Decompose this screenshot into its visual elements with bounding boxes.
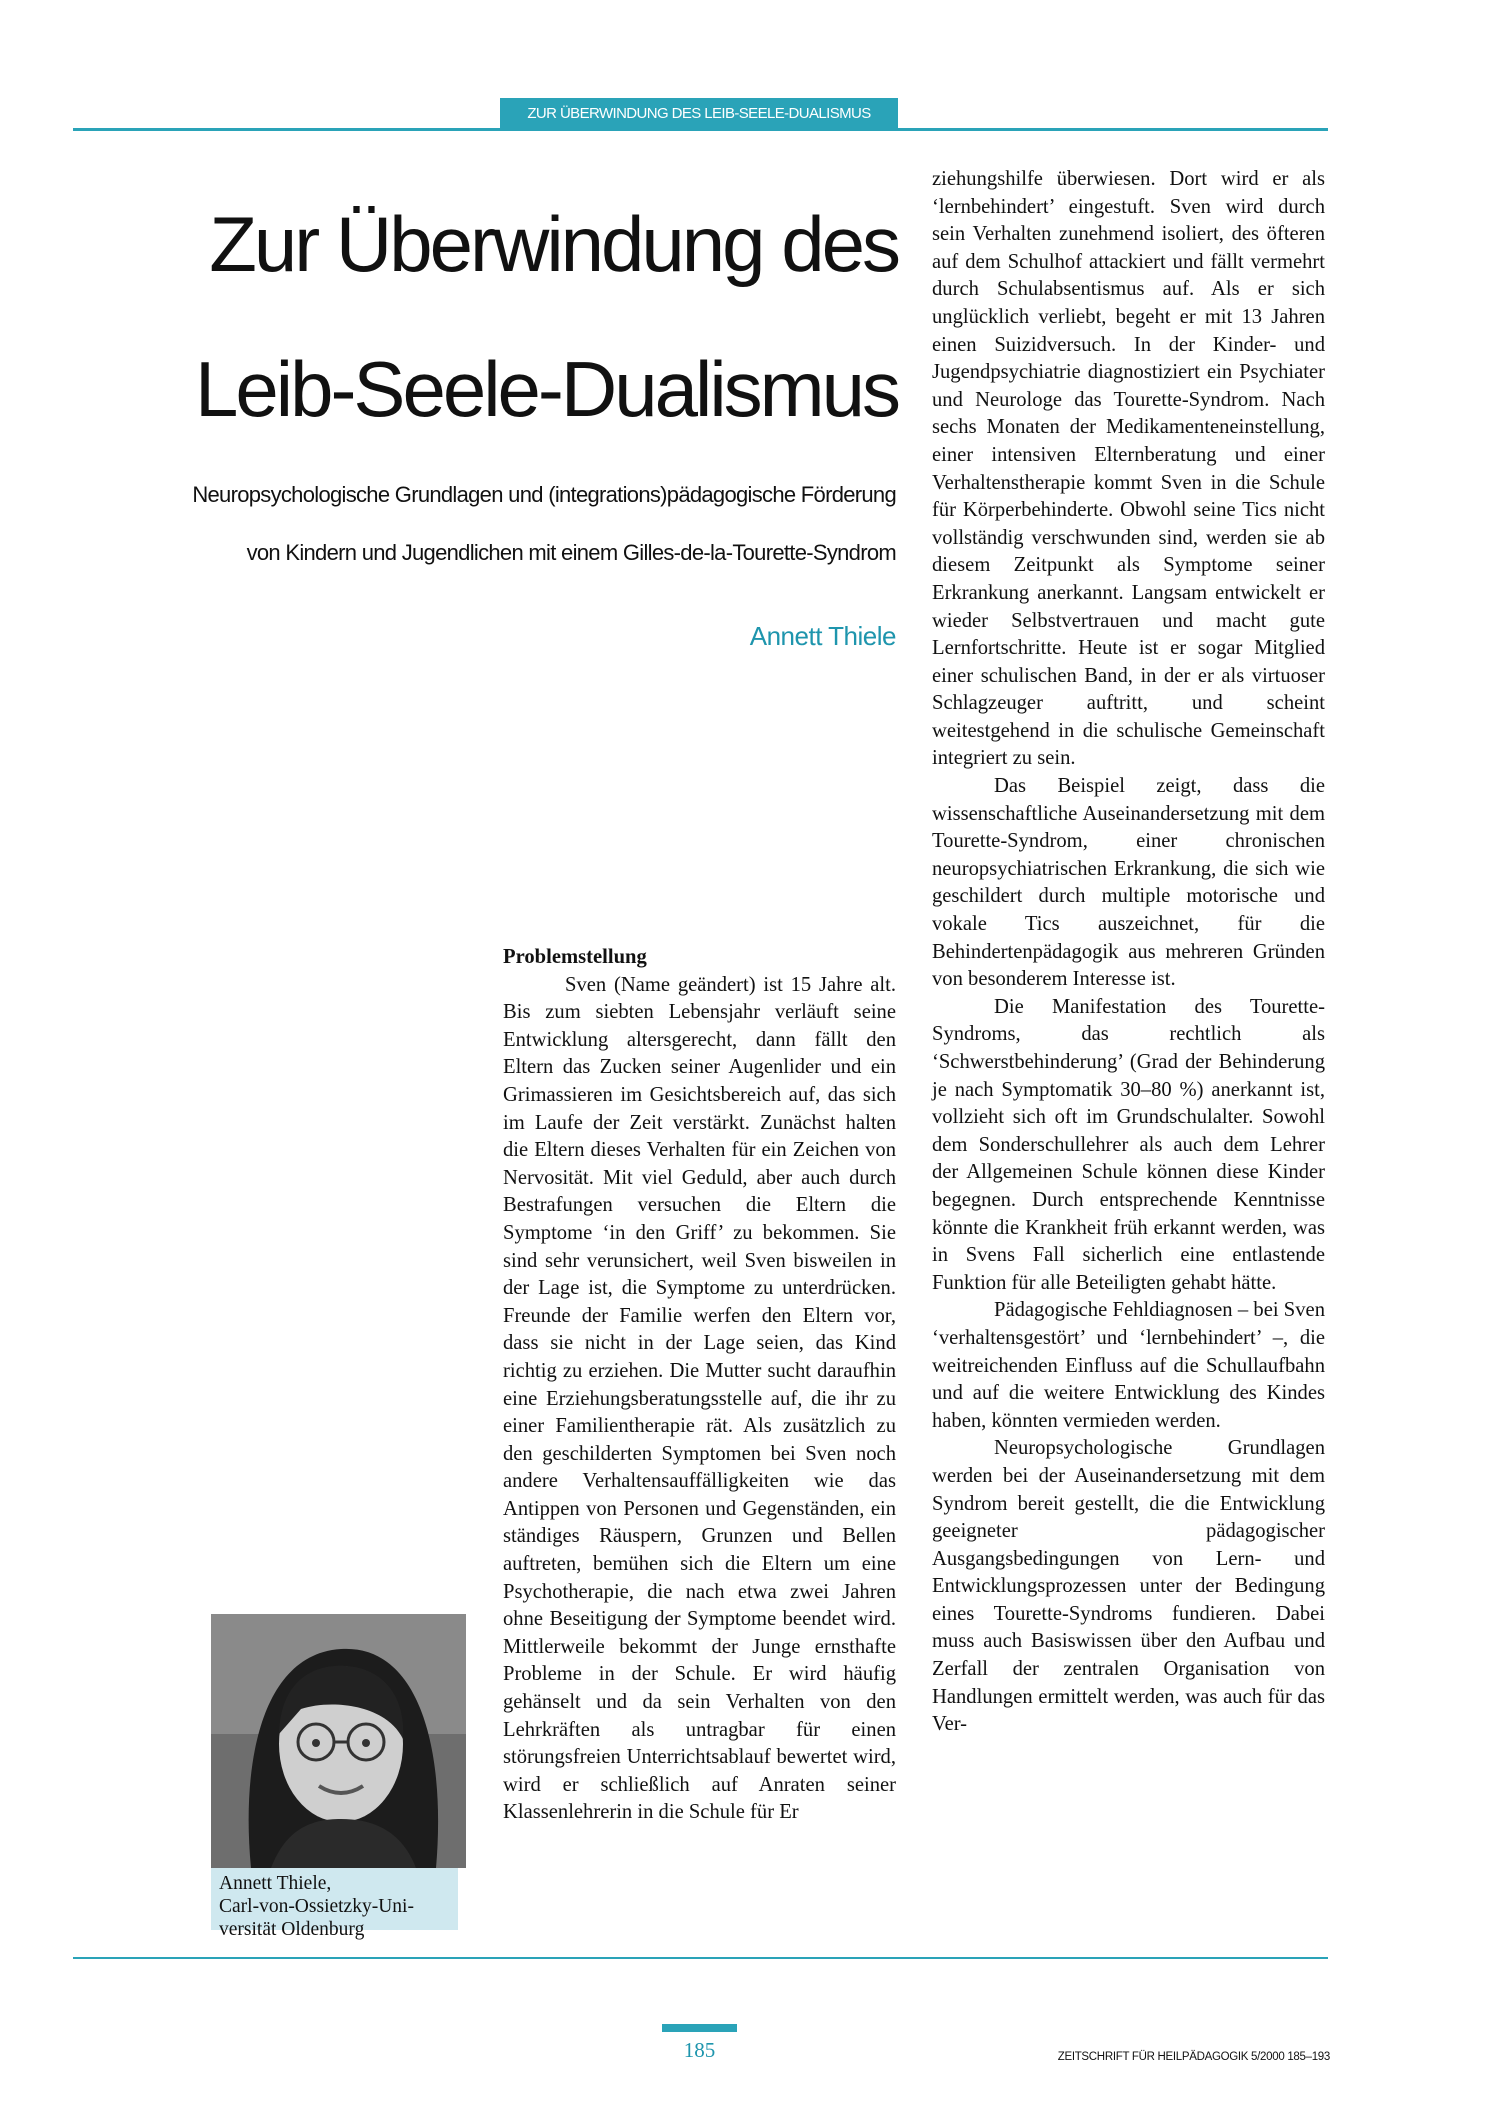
running-header: ZUR ÜBERWINDUNG DES LEIB-SEELE-DUALISMUS [500, 98, 898, 128]
article-subtitle-line-1: Neuropsychologische Grundlagen und (integrations)pädagogische Förderung [192, 482, 896, 507]
body-paragraph: Pädagogische Fehldiagnosen – bei Sven ‘verhaltensgestört’ und ‘lernbehindert’ –, die weitreichenden Einfluss auf die Schullaufbahn und auf die weitere Entwicklung des Kindes haben, könnten vermieden werden. [932, 1299, 1325, 1432]
photo-caption [211, 1868, 458, 1940]
body-column-middle [503, 944, 896, 1827]
body-paragraph: ziehungshilfe überwiesen. Dort wird er als ‘lernbehindert’ eingestuft. Sven wird durch sein Verhalten zunehmend isoliert, des öfteren auf dem Schulhof attackiert und fällt vermehrt durch Schulabsentismus auf. Als er sich unglücklich verliebt, begeht er mit 13 Jahren einen Suizidversuch. In der Kinder- und Jugendpsychiatrie diagnostiziert ein Psychiater und Neurologe das Tourette-Syndrom. Nach sechs Monaten der Medikamenteneinstellung, einer intensiven Elternberatung und einer Verhaltenstherapie kommt Sven in die Schule für Körperbehinderte. Obwohl seine Tics nicht vollständig verschwunden sind, werden sie ab diesem Zeitpunkt als Symptome seiner Erkrankung anerkannt. Langsam entwickelt er wieder Selbstvertrauen und macht gute Lernfortschritte. Heute ist er sogar Mitglied einer schulischen Band, in der er als virtuoser Schlagzeuger auftritt, und scheint weitestgehend in die schulische Gemeinschaft integriert zu sein. [932, 168, 1325, 770]
body-paragraph: Neuropsychologische Grundlagen werden bei der Auseinandersetzung mit dem Syndrom bereit gestellt, die die Entwicklung geeigneter pädagogischer Ausgangsbedingungen von Lern- und Entwicklungsprozessen unter der Bedingung eines Tourette-Syndroms fundieren. Dabei muss auch Basiswissen über den Aufbau und Zerfall der zentralen Organisation von Handlungen ermittelt werden, was auch für das Ver- [932, 1437, 1325, 1736]
body-paragraph: Die Manifestation des Tourette-Syndroms, das rechtlich als ‘Schwerstbehinderung’ (Grad der Behinderung je nach Symptomatik 30–80 %) anerkannt ist, vollzieht sich oft im Grundschulalter. Sowohl dem Sonderschullehrer als auch dem Lehrer der Allgemeinen Schule können diese Kinder begegnen. Durch entsprechende Kenntnisse könnte die Krankheit früh erkannt werden, was in Svens Fall sicherlich eine entlastende Funktion für alle Beteiligten gehabt hätte. [932, 995, 1325, 1294]
caption-line: Annett Thiele, [219, 1873, 332, 1894]
caption-line: Carl-von-Ossietzky-Uni- [219, 1896, 414, 1917]
footer-rule [73, 1957, 1328, 1959]
article-subtitle-line-2: von Kindern und Jugendlichen mit einem Gilles-de-la-Tourette-Syndrom [246, 540, 896, 565]
body-paragraph: Sven (Name geändert) ist 15 Jahre alt. Bis zum siebten Lebensjahr verläuft seine Entwicklung altersgerecht, dann fällt den Eltern das Zucken seiner Augenlider und ein Grimassieren im Gesichtsbereich auf, das sich im Laufe der Zeit verstärkt. Zunächst halten die Eltern dieses Verhalten für ein Zeichen von Nervosität. Mit viel Geduld, aber auch durch Bestrafungen versuchen die Eltern die Symptome ‘in den Griff’ zu bekommen. Sie sind sehr verunsichert, weil Sven bisweilen in der Lage ist, die Symptome zu unterdrücken. Freunde der Familie werfen den Eltern vor, dass sie nicht in der Lage seien, das Kind richtig zu erziehen. Die Mutter sucht daraufhin eine Erziehungsberatungsstelle auf, die ihr zu einer Familientherapie rät. Als zusätzlich zu den geschilderten Symptomen bei Sven noch andere Verhaltensauffälligkeiten wie das Antippen von Personen und Gegenständen, ein ständiges Räuspern, Grunzen und Bellen auftreten, bemühen sich die Eltern um eine Psychotherapie, die nach etwa zwei Jahren ohne Beseitigung der Symptome beendet wird. Mittlerweile bekommt der Junge ernsthafte Probleme in der Schule. Er wird häufig gehänselt und da sein Verhalten von den Lehrkräften als untragbar für einen störungsfreien Unterrichtsablauf bewertet wird, wird er schließlich auf Anraten seiner Klassenlehrerin in die Schule für Er [503, 973, 896, 1824]
body-column-right [932, 166, 1325, 1739]
author-portrait-image [211, 1614, 466, 1868]
header-rule [73, 128, 1328, 131]
section-heading: Problemstellung [503, 946, 647, 968]
journal-reference: ZEITSCHRIFT FÜR HEILPÄDAGOGIK 5/2000 185–193 [1057, 2051, 1330, 2063]
page-number-tab [662, 2024, 737, 2032]
author-photo [211, 1614, 466, 1868]
body-paragraph: Das Beispiel zeigt, dass die wissenschaftliche Auseinandersetzung mit dem Tourette-Syndrom, einer chronischen neuropsychiatrischen Erkrankung, die sich wie geschildert durch multiple motorische und vokale Tics auszeichnet, für die Behindertenpädagogik aus mehreren Gründen von besonderem Interesse ist. [932, 775, 1325, 991]
article-title-line-1: Zur Überwindung des [209, 200, 898, 288]
page-number: 185 [683, 2038, 716, 2062]
author-name: Annett Thiele [749, 621, 896, 651]
caption-line: versität Oldenburg [219, 1919, 365, 1940]
article-title-line-2: Leib-Seele-Dualismus [194, 345, 898, 433]
